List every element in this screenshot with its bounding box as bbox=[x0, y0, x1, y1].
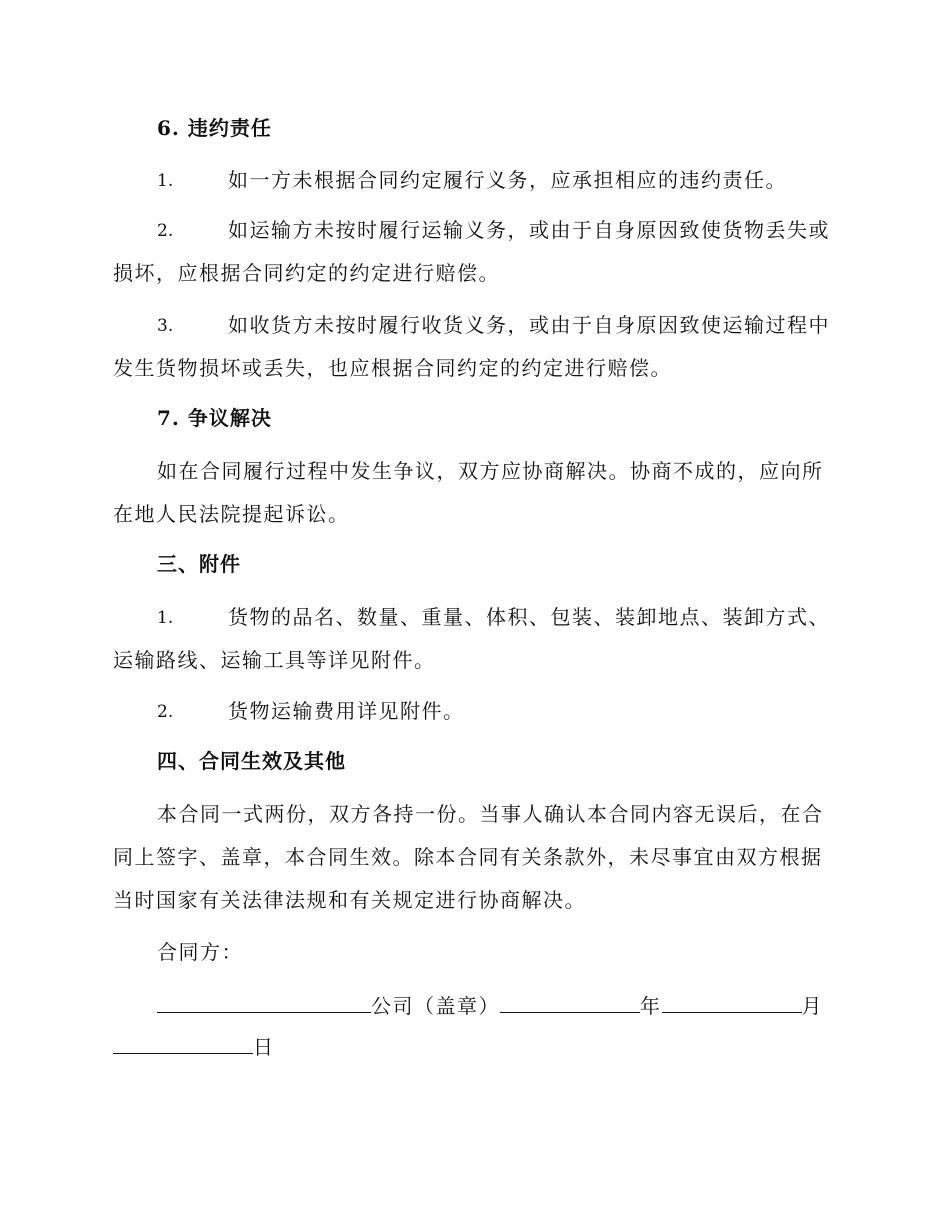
day-line bbox=[113, 1033, 833, 1059]
section-6-title: 6. 违约责任 bbox=[157, 116, 272, 140]
s6-item1-text: 如一方未根据合同约定履行义务，应承担相应的违约责任。 bbox=[228, 168, 787, 192]
s3-item2-number: 2. bbox=[157, 702, 174, 722]
section-3-title: 三、附件 bbox=[157, 552, 241, 576]
month-blank[interactable] bbox=[662, 992, 802, 1013]
s4-line2: 同上签字、盖章，本合同生效。除本合同有关条款外，未尽事宜由双方根据 bbox=[113, 845, 823, 869]
s6-item3-line2: 发生货物损坏或丢失，也应根据合同约定的约定进行赔偿。 bbox=[113, 356, 672, 380]
s3-item1-number: 1. bbox=[157, 608, 174, 628]
s6-item2-line2: 损坏，应根据合同约定的约定进行赔偿。 bbox=[113, 261, 500, 285]
section-4-title: 四、合同生效及其他 bbox=[157, 749, 346, 773]
company-blank[interactable] bbox=[157, 992, 371, 1013]
s3-item1-line2: 运输路线、运输工具等详见附件。 bbox=[113, 648, 436, 672]
section-7-title: 7. 争议解决 bbox=[157, 406, 272, 430]
company-seal-label: 公司（盖章） bbox=[371, 994, 500, 1018]
s4-line3: 当时国家有关法律法规和有关规定进行协商解决。 bbox=[113, 888, 586, 912]
s6-item3-number: 3. bbox=[157, 316, 174, 336]
party-label: 合同方： bbox=[157, 940, 243, 964]
s3-item2-text: 货物运输费用详见附件。 bbox=[228, 699, 465, 723]
s6-item2-number: 2. bbox=[157, 221, 174, 241]
s3-item1-line1: 货物的品名、数量、重量、体积、包装、装卸地点、装卸方式、 bbox=[228, 605, 830, 629]
day-blank[interactable] bbox=[113, 1033, 253, 1054]
s7-line1: 如在合同履行过程中发生争议，双方应协商解决。协商不成的，应向所 bbox=[157, 459, 824, 483]
s4-line1: 本合同一式两份，双方各持一份。当事人确认本合同内容无误后，在合 bbox=[157, 802, 824, 826]
year-blank[interactable] bbox=[500, 992, 640, 1013]
day-label: 日 bbox=[253, 1035, 275, 1059]
signature-line bbox=[157, 992, 837, 1018]
year-label: 年 bbox=[640, 994, 662, 1018]
month-label: 月 bbox=[801, 994, 823, 1018]
s6-item1-number: 1. bbox=[157, 171, 174, 191]
s6-item2-line1: 如运输方未按时履行运输义务，或由于自身原因致使货物丢失或 bbox=[228, 218, 830, 242]
s7-line2: 在地人民法院提起诉讼。 bbox=[113, 502, 350, 526]
s6-item3-line1: 如收货方未按时履行收货义务，或由于自身原因致使运输过程中 bbox=[228, 313, 830, 337]
